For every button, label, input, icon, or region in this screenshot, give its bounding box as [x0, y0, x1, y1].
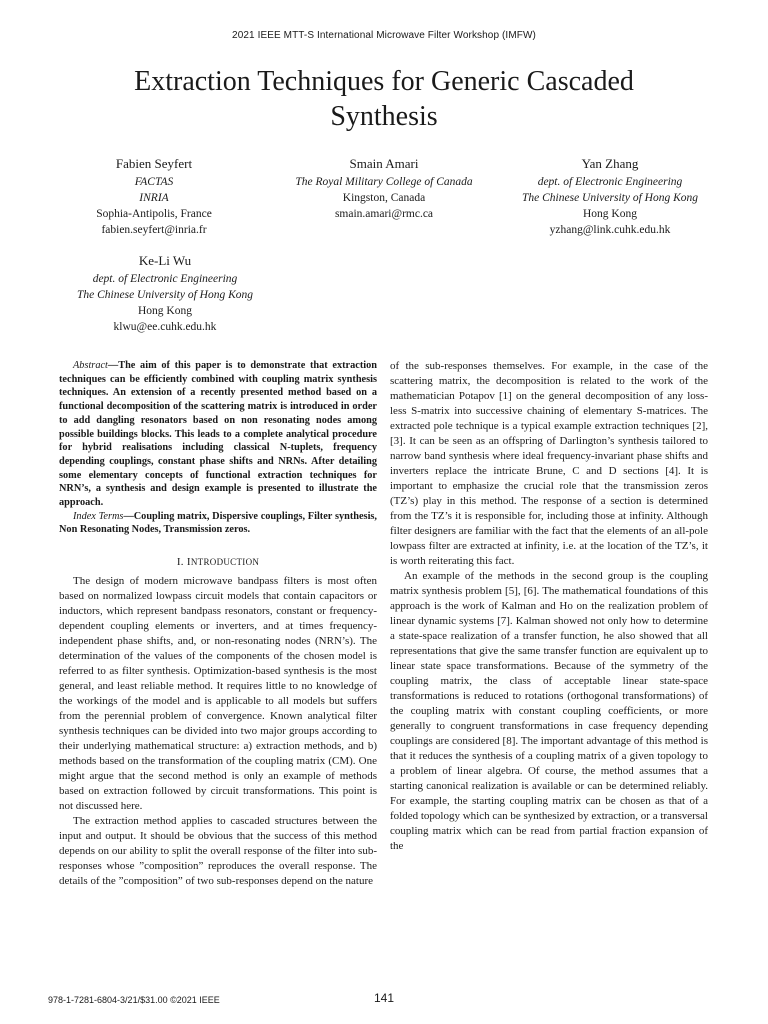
section-heading: [59, 555, 377, 570]
copyright-footer: 978-1-7281-6804-3/21/$31.00 ©2021 IEEE: [48, 995, 220, 1005]
index-terms-text: —Coupling matrix, Dispersive couplings, Filter synthesis, Non Resonating Nodes, Transmission zeros.: [59, 510, 378, 536]
page-number: 141: [373, 991, 395, 1005]
author-block-4: [50, 253, 280, 335]
author-affiliation: The Royal Military College of Canada: [295, 176, 473, 188]
title-line-1: Extraction Techniques for Generic Cascaded: [134, 66, 634, 97]
abstract-label: Abstract: [73, 360, 108, 371]
author-email: klwu@ee.cuhk.edu.hk: [113, 321, 217, 333]
author-name: Smain Amari: [349, 156, 419, 171]
author-affiliation: The Chinese University of Hong Kong: [77, 289, 253, 301]
paper-title: [60, 64, 708, 134]
section-title-initial: I: [186, 556, 191, 569]
body-paragraph: The design of modern microwave bandpass filters is most often based on normalized lowpass circuit models that contain capacitors or inductors, which represent bandpass resonators, constant or frequency-dependent coupling elements or inverters, and at times frequency-independent phase shifts, and, or non-resonating nodes (NRN’s). The determination of the values of the components of the chosen model is referred to as filter synthesis. Optimization-based synthesis is the most general, and least reliable method. It requires little to no knowledge of the workings of the model and is applicable to all models but suffers from the perennial problem of convergence. Known analytical filter synthesis techniques can be divided into two major groups according to their underlying mathematical structure: a) extraction methods, and b) methods based on the transformation of the coupling matrix (CM). One might argue that the second method is only an example of methods based on extraction followed by circuit transformations. This point is not discussed here.: [59, 575, 377, 813]
author-block-1: [48, 156, 260, 238]
author-name: Yan Zhang: [581, 156, 639, 171]
author-affiliation: dept. of Electronic Engineering: [537, 176, 683, 188]
author-location: Hong Kong: [138, 305, 192, 317]
body-paragraph: of the sub-responses themselves. For example, in the case of the scattering matrix, the decomposition is related to the work of the mathematician Potapov [1] on the general decomposition of any loss-less S-matrix into successive chaining of elementary S-matrices. The extracted pole technique is a typical example extraction techniques [2], [3]. It can be seen as an offspring of Darlington’s synthesis tailored to narrow band synthesis where ideal frequency-invariant phase shifts and inverters replace the intricate Brune, C and D sections [4]. It is important to emphasize the crucial role that the transmission zeros (TZ’s) play in this method. The response of a section is determined from the TZ’s it is responsible for, including those at infinity. Although filter designers are familiar with the fact that the elements of an all-pole lowpass filter are extracted at infinity, i.e. at the location of the TZ’s, it is worth reiterating this fact.: [390, 360, 708, 567]
author-email: fabien.seyfert@inria.fr: [101, 224, 207, 236]
author-affiliation: FACTAS: [134, 176, 174, 188]
conference-header: 2021 IEEE MTT-S International Microwave Filter Workshop (IMFW): [232, 30, 536, 41]
right-column: [390, 359, 708, 854]
body-paragraph: The extraction method applies to cascaded structures between the input and output. It should be obvious that the success of this method depends on our ability to split the overall response of the filter into sub-responses whose ”composition” reproduces the overall response. The details of the ”composition” of two sub-responses depend on the nature: [59, 815, 377, 888]
author-location: Hong Kong: [583, 208, 637, 220]
author-name: Ke-Li Wu: [138, 253, 192, 268]
author-affiliation: INRIA: [139, 192, 169, 204]
body-paragraph: An example of the methods in the second group is the coupling matrix synthesis problem [5], [6]. The mathematical foundations of this approach is the work of Kalman and Ho on the realization problem of linear dynamic systems [7]. Kalman showed not only how to determine a state-space realization of a transfer function, he also showed that all representations that give the same transfer function are equivalent up to linear state space transformations. Because of the symmetry of the coupling matrix, the class of acceptable linear state-space transformations is reduced to rotations (orthogonal transformations) of the coupling matrix with constant coupling coefficients, or more generally to congruent transformations in case frequency depending couplings are considered [8]. The important advantage of this method is that it reduces the synthesis of a coupling matrix of a given topology to a problem of linear algebra. Of course, the method assumes that a starting canonical realization is available or can be determined reliably. For example, the starting coupling matrix can be chosen as that of a folded topology which can be synthesized by extraction, or a transversal coupling matrix which can be read from partial fraction expansion of the: [390, 570, 708, 852]
index-terms-label: Index Terms: [73, 510, 124, 522]
author-affiliation: The Chinese University of Hong Kong: [522, 192, 698, 204]
index-terms: [59, 510, 377, 537]
abstract: [59, 359, 377, 510]
author-location: Kingston, Canada: [342, 192, 426, 204]
author-email: smain.amari@rmc.ca: [334, 208, 434, 220]
abstract-text: —The aim of this paper is to demonstrate that extraction techniques can be efficiently combined with coupling matrix synthesis techniques. An extension of a recently presented method based on a functional decomposition of the scattering matrix is introduced in order to add dangling resonators based on non resonating nodes among possible buildings blocks. This leads to a complete analytical procedure for hybrid realisations including classical N-tuplets, frequency depending couplings, constant phase shifts and NRNs. After detailing some elementary concepts of functional extraction techniques for NRN’s, a synthesis and design example is presented to illustrate the approach.: [59, 360, 377, 509]
author-location: Sophia-Antipolis, France: [96, 208, 212, 220]
section-title-rest: NTRODUCTION: [190, 557, 260, 568]
section-number: I.: [176, 556, 184, 569]
title-line-2: Synthesis: [330, 101, 438, 132]
author-block-3: [496, 156, 724, 238]
author-block-2: [258, 156, 510, 222]
author-name: Fabien Seyfert: [115, 156, 193, 171]
left-column: [59, 359, 377, 889]
author-email: yzhang@link.cuhk.edu.hk: [549, 224, 671, 236]
author-affiliation: dept. of Electronic Engineering: [92, 273, 238, 285]
